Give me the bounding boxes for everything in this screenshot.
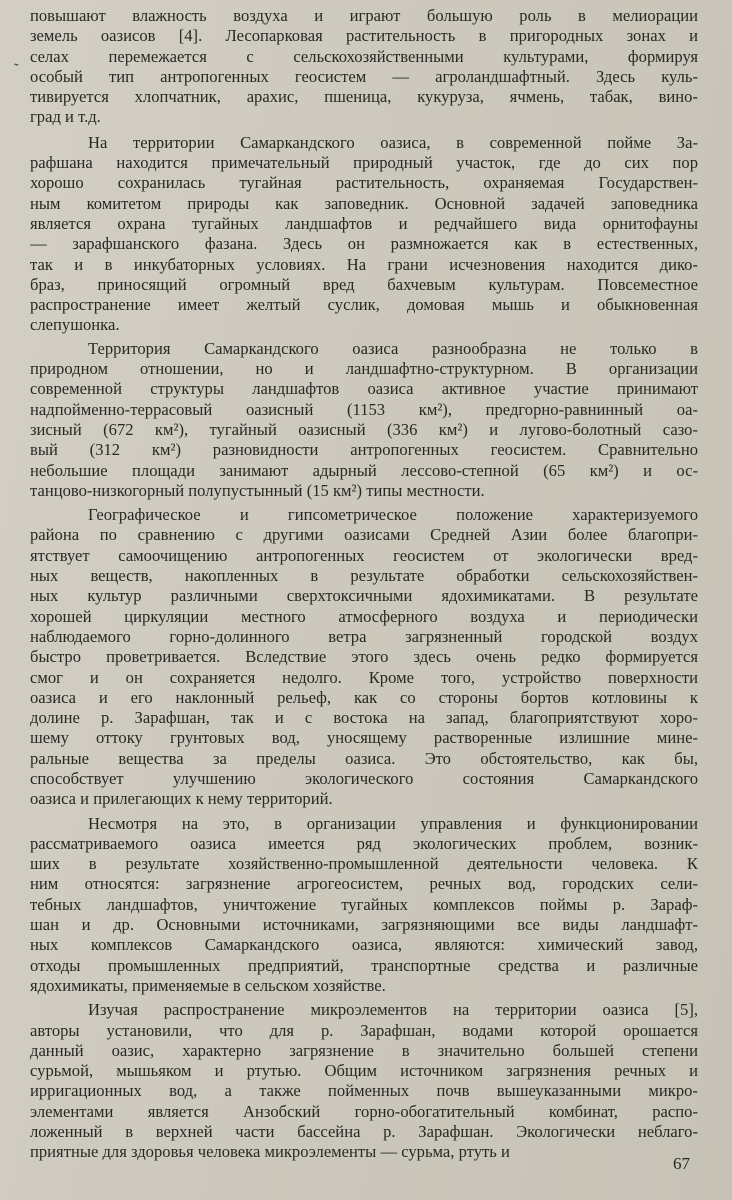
text-line: ложенный в верхней части бассейна р. Зарафшан. Экологически неблаго- [30,1122,698,1142]
text-line: На территории Самаркандского оазиса, в современной пойме За- [88,132,698,152]
text-line: ядохимикаты, применяемые в сельском хозяйстве. [30,975,386,995]
text-line: Территория Самаркандского оазиса разнообразна не только в [88,338,698,358]
text-line: данный оазис, характерно загрязнение в значительно большей степени [30,1040,698,1060]
paragraph [30,339,698,501]
text-line: оазиса и прилегающих к нему территорий. [30,789,333,809]
margin-mark: ˷ [14,52,19,67]
text-line: рафшана находится примечательный природный участок, где до сих пор [30,153,698,173]
text-line: наблюдаемого горно-долинного ветра загрязненный городской воздух [30,626,698,646]
text-line: так и в инкубаторных условиях. На грани исчезновения находится дико- [30,254,698,274]
text-line: ных культур различными сверхтоксичными ядохимикатами. В результате [30,586,698,606]
text-line: браз, приносящий огромный вред бахчевым культурам. Повсеместное [30,274,698,294]
text-line: способствует улучшению экологического состояния Самаркандского [30,768,698,788]
text-line: сурьмой, мышьяком и ртутью. Общим источником загрязнения речных и [30,1061,698,1081]
text-line: повышают влажность воздуха и играют большую роль в мелиорации [30,6,698,25]
text-line: ным комитетом природы как заповедник. Основной задачей заповедника [30,193,698,213]
text-line: надпойменно-террасовый оазисный (1153 км²), предгорно-равнинный оа- [30,399,698,419]
text-line: авторы установили, что для р. Зарафшан, водами которой орошается [30,1020,698,1040]
text-line: смог и он сохраняется недолго. Кроме того, устройство поверхности [30,667,698,687]
text-line: современной структуры ландшафтов оазиса активное участие принимают [30,379,698,399]
page-body [30,0,698,1163]
text-line: танцово-низкогорный полупустынный (15 км²) типы местности. [30,480,485,500]
text-line: небольшие площади занимают адырный лессово-степной (65 км²) и ос- [30,460,698,480]
text-line: вый (312 км²) разновидности антропогенных геосистем. Сравнительно [30,440,698,460]
paragraph [30,505,698,809]
text-line: рассматриваемого оазиса имеется ряд экологических проблем, возник- [30,833,698,853]
text-line: слепушонка. [30,315,120,335]
text-line: шан и др. Основными источниками, загрязняющими все виды ландшафт- [30,915,698,935]
text-line: Несмотря на это, в организации управления и функционировании [88,813,698,833]
text-line: ятствует самоочищению антропогенных геосистем от экологически вред- [30,545,698,565]
text-line: долине р. Зарафшан, так и с востока на запад, благоприятствуют хоро- [30,708,698,728]
text-line: природном отношении, но и ландшафтно-структурном. В организации [30,359,698,379]
text-line: ирригационных вод, а также пойменных почв вышеуказанными микро- [30,1081,698,1101]
text-line: ных комплексов Самаркандского оазиса, являются: химический завод, [30,935,698,955]
text-line: распространение имеет желтый суслик, домовая мышь и обыкновенная [30,295,698,315]
text-line: селах перемежается с сельскохозяйственными культурами, формируя [30,46,698,66]
text-line: Географическое и гипсометрическое положение характеризуемого [88,505,698,525]
text-line: град и т.д. [30,107,101,127]
text-line: хорошо сохранилась тугайная растительность, охраняемая Государствен- [30,173,698,193]
text-line: тебных ландшафтов, уничтожение тугайных комплексов поймы р. Зараф- [30,894,698,914]
text-line: особый тип антропогенных геосистем — агроландшафтный. Здесь куль- [30,66,698,86]
paragraph [30,133,698,336]
text-line: зисный (672 км²), тугайный оазисный (336 км²) и лугово-болотный сазо- [30,419,698,439]
text-line: приятные для здоровья человека микроэлементы — сурьма, ртуть и [30,1142,510,1162]
text-line: ним относятся: загрязнение агрогеосистем, речных вод, городских сели- [30,874,698,894]
text-line: тивируется хлопчатник, арахис, пшеница, кукуруза, ячмень, табак, вино- [30,87,698,107]
text-line: шему оттоку грунтовых вод, уносящему растворенные излишние мине- [30,728,698,748]
text-line: ших в результате хозяйственно-промышленной деятельности человека. К [30,854,698,874]
paragraph [30,1000,698,1162]
text-line: ных веществ, накопленных в результате обработки сельскохозяйствен- [30,566,698,586]
text-line: быстро проветривается. Вследствие этого здесь очень редко формируется [30,647,698,667]
text-line: земель оазисов [4]. Лесопарковая растительность в пригородных зонах и [30,26,698,46]
text-line: элементами является Анзобский горно-обогатительный комбинат, распо- [30,1101,698,1121]
paragraph [30,814,698,997]
text-line: является охрана тугайных ландшафтов и редчайшего вида орнитофауны [30,213,698,233]
text-line: отходы промышленных предприятий, транспортные средства и различные [30,955,698,975]
text-line: района по сравнению с другими оазисами Средней Азии более благопри- [30,525,698,545]
paragraph [30,6,698,128]
text-line: ральные вещества за пределы оазиса. Это обстоятельство, как бы, [30,748,698,768]
text-line: — зарафшанского фазана. Здесь он размножается как в естественных, [30,234,698,254]
text-line: Изучая распространение микроэлементов на территории оазиса [5], [88,1000,698,1020]
page-number: 67 [673,1154,690,1173]
text-line: оазиса и его наклонный рельеф, как со стороны бортов котловины к [30,687,698,707]
text-line: хорошей циркуляции местного атмосферного воздуха и периодически [30,606,698,626]
